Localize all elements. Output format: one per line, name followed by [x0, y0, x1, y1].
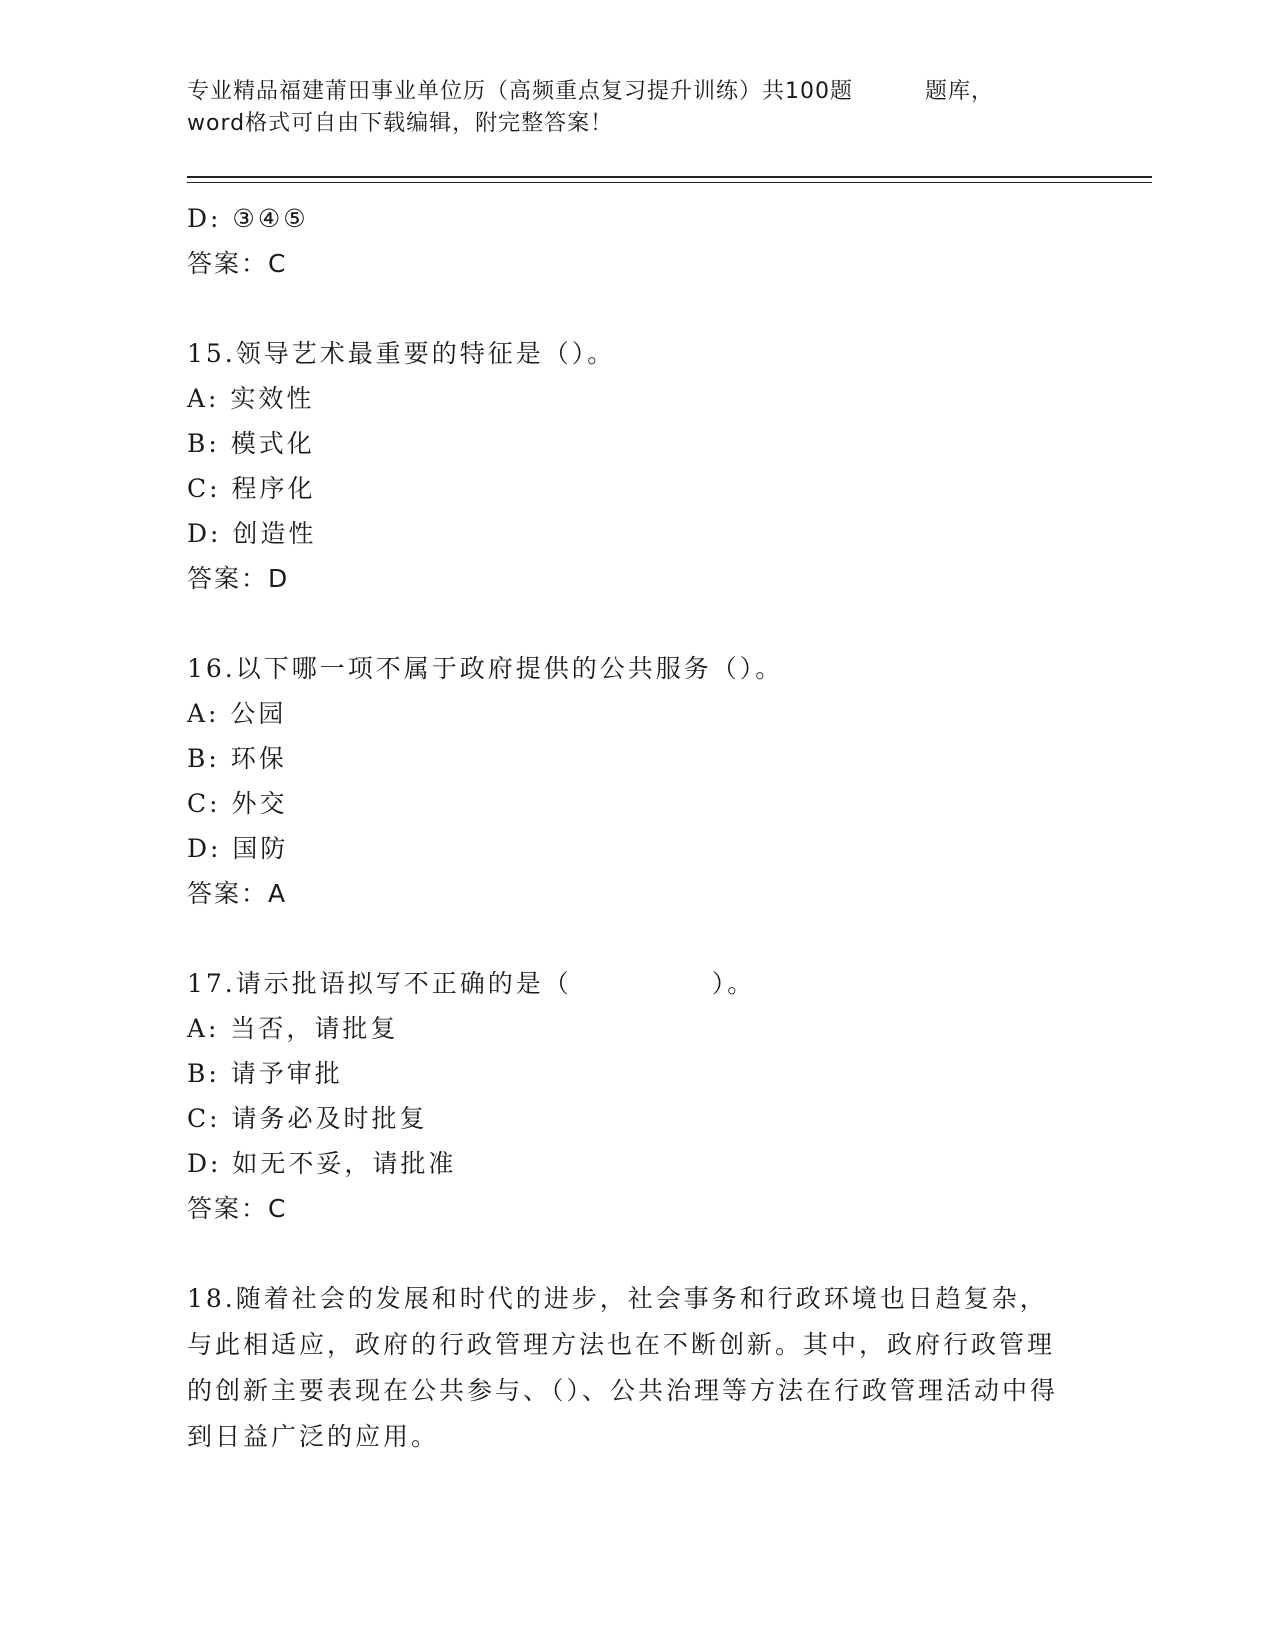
question-16	[187, 646, 1067, 916]
answer-line: 答案：A	[187, 879, 288, 908]
header-title-suffix: 题库，	[925, 79, 995, 104]
option-b: B: 模式化	[187, 429, 315, 458]
option-d: D: 国防	[187, 834, 289, 863]
option-b: B: 请予审批	[187, 1059, 343, 1088]
question-18	[187, 1276, 1067, 1460]
header-divider-thick	[187, 176, 1152, 178]
question-15	[187, 331, 1067, 601]
option-d: D: 创造性	[187, 519, 317, 548]
document-header	[187, 76, 1067, 140]
option-b: B: 环保	[187, 744, 287, 773]
header-divider-thin	[187, 182, 1152, 183]
answer-line: 答案：C	[187, 1194, 288, 1223]
header-line-1	[187, 76, 1067, 108]
question-stem: 17.请示批语拟写不正确的是（ ）。	[187, 969, 756, 998]
option-a: A: 实效性	[187, 384, 315, 413]
header-title: 专业精品福建莆田事业单位历（高频重点复习提升训练）共100题	[187, 79, 853, 104]
answer-line: 答案：D	[187, 564, 290, 593]
header-line-2: word格式可自由下载编辑，附完整答案！	[187, 111, 614, 136]
question-stem: 18.随着社会的发展和时代的进步，社会事务和行政环境也日趋复杂，与此相适应，政府的行政管理方法也在不断创新。其中，政府行政管理的创新主要表现在公共参与、（）、公共治理等方法在行政管理活动中得到日益广泛的应用。	[187, 1284, 1059, 1451]
option-d: D: 如无不妥，请批准	[187, 1149, 457, 1178]
option-c: C: 请务必及时批复	[187, 1104, 428, 1133]
option-a: A: 当否，请批复	[187, 1014, 399, 1043]
question-stem: 16.以下哪一项不属于政府提供的公共服务（）。	[187, 654, 784, 683]
option-d: D: ③④⑤	[187, 204, 309, 233]
question-17	[187, 961, 1067, 1231]
option-a: A: 公园	[187, 699, 287, 728]
option-c: C: 外交	[187, 789, 288, 818]
question-stem: 15.领导艺术最重要的特征是（）。	[187, 339, 616, 368]
option-c: C: 程序化	[187, 474, 316, 503]
answer-line: 答案：C	[187, 249, 288, 278]
question-content	[187, 196, 1067, 1460]
